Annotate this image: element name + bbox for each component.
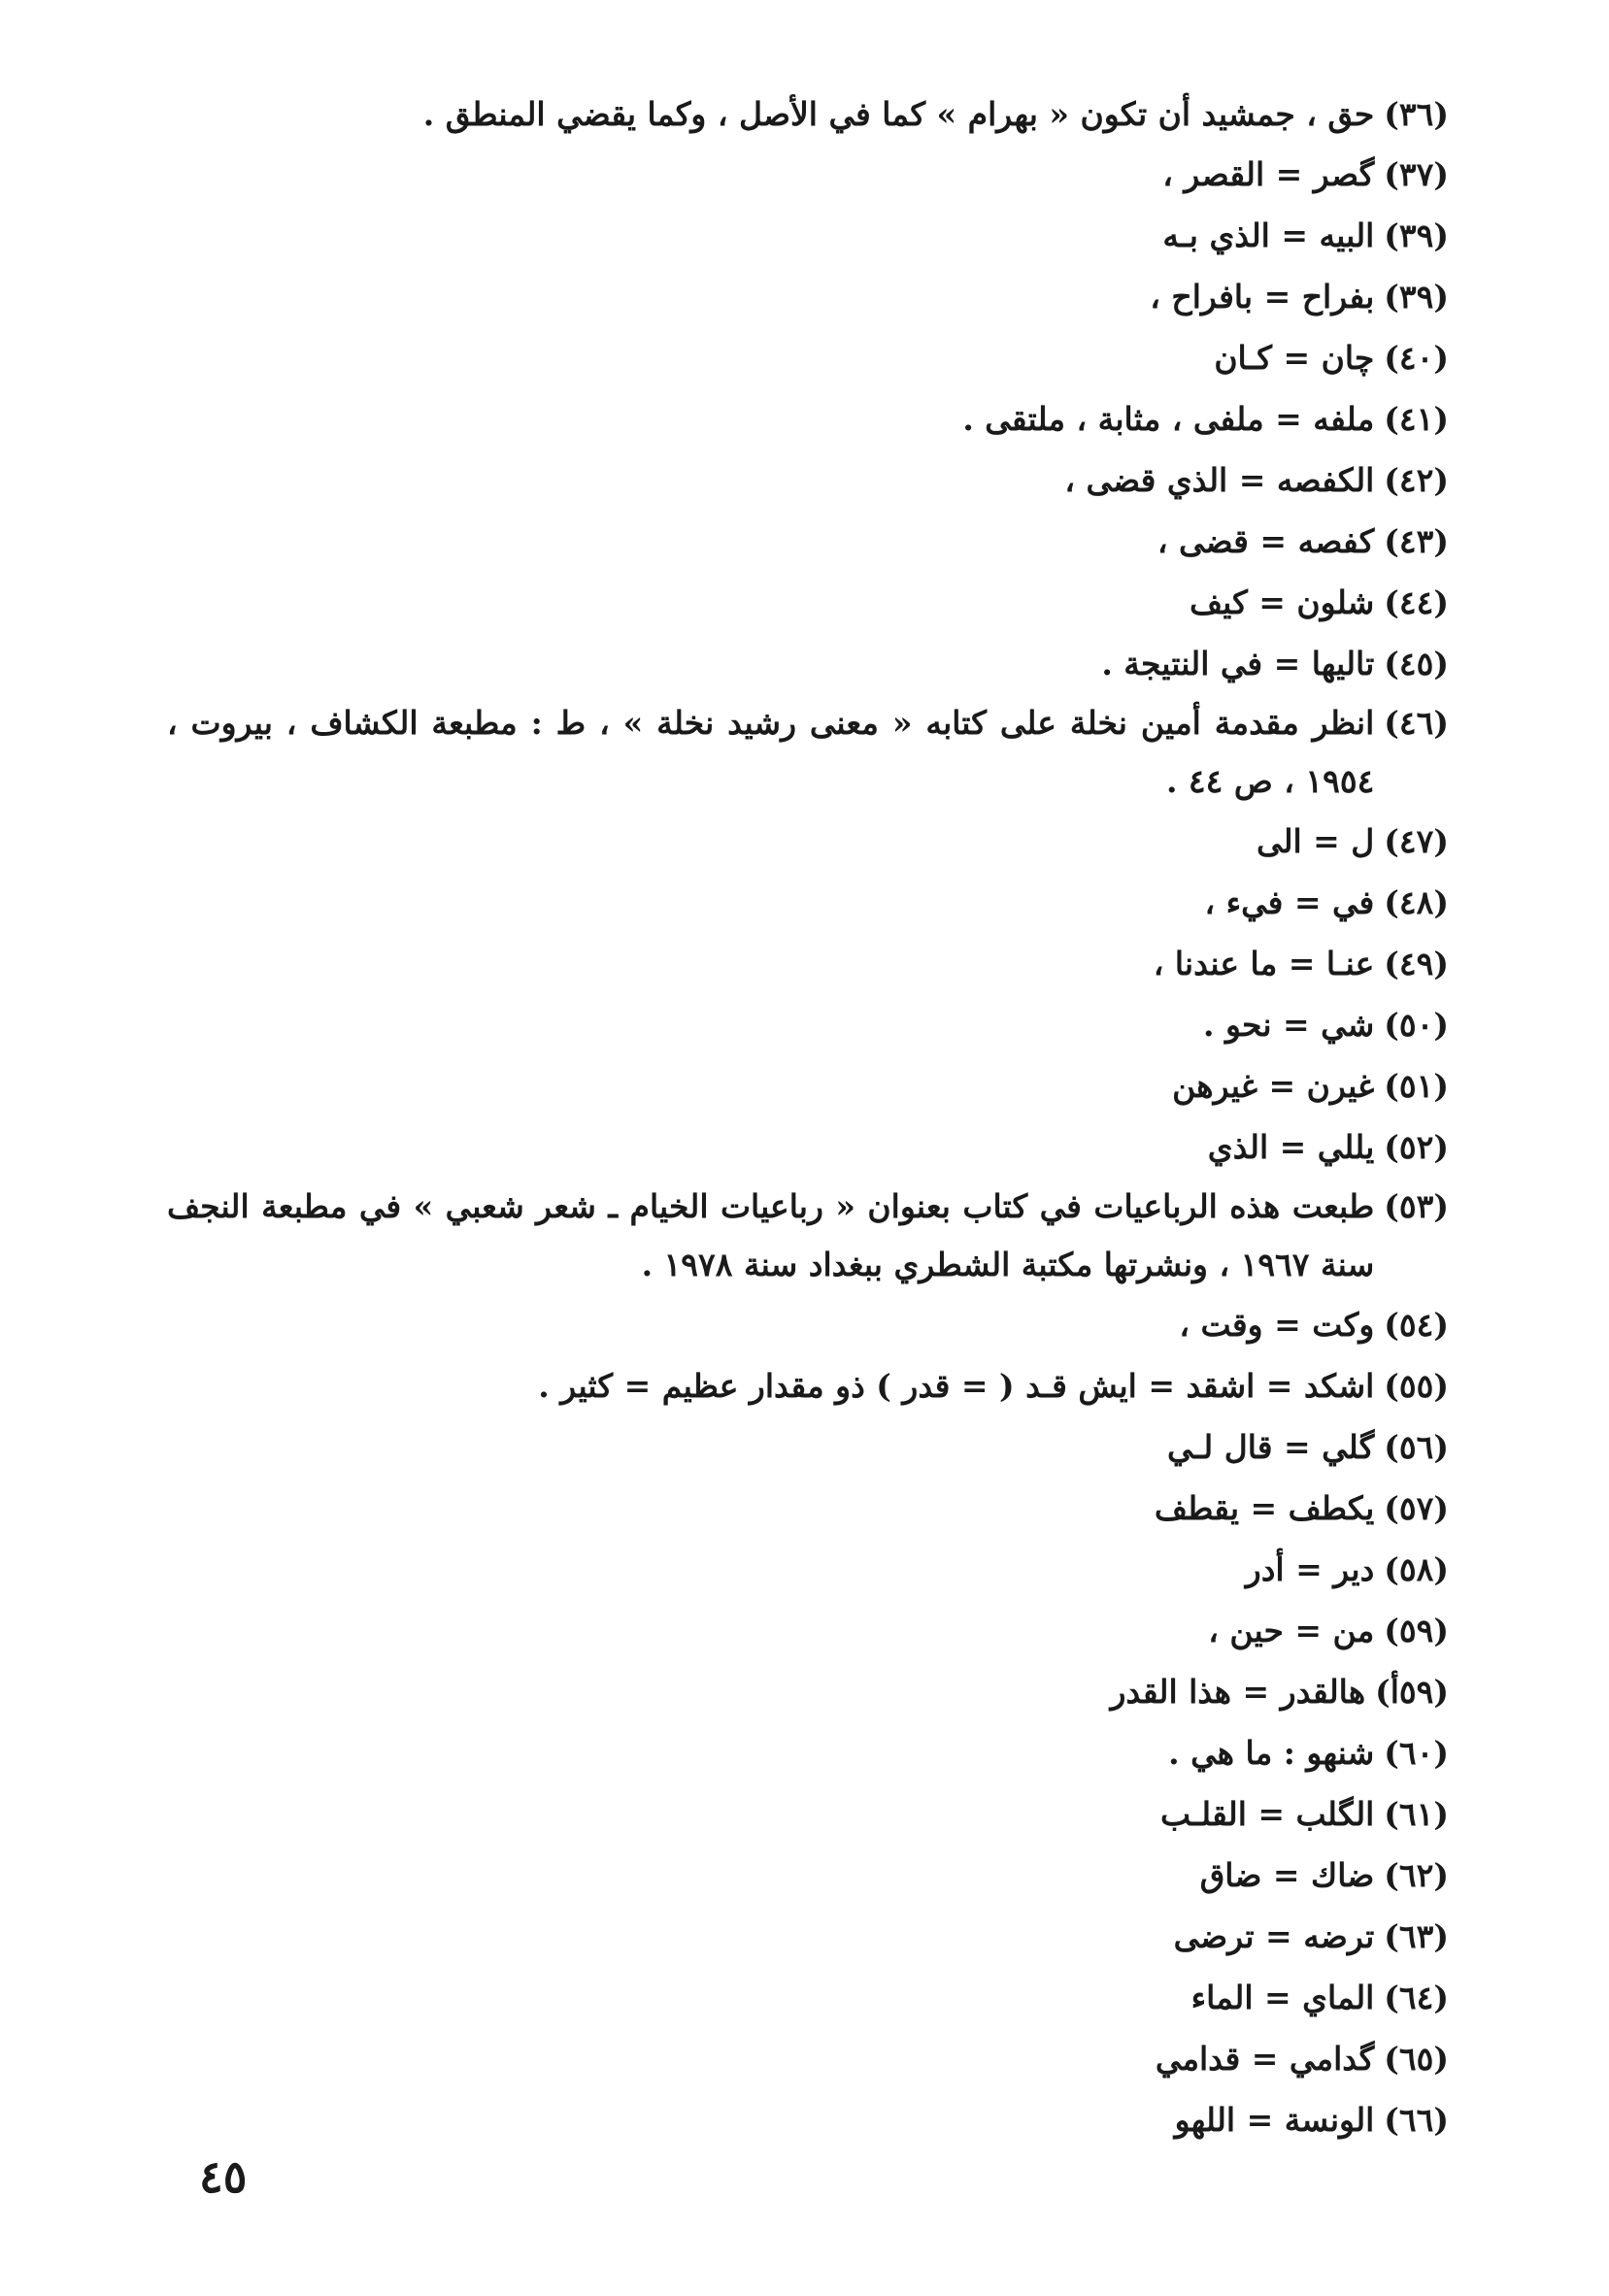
footnote-item [167,1783,1449,1845]
footnote-text: الونسة = اللهو [1174,2101,1375,2139]
footnote-number: (٥٢) [1384,1128,1449,1166]
footnote-text: كفصه = قضى ، [1156,522,1375,560]
footnote-text: شنهو : ما هي . [1168,1734,1375,1772]
footnote-text: بفراح = بافراح ، [1150,278,1375,316]
footnote-number: (٦١) [1384,1795,1449,1833]
footnote-number: (٤٨) [1384,883,1449,921]
footnote-text: چان = كـان [1214,339,1375,377]
footnote-text: گدامي = قدامي [1155,2040,1375,2078]
footnote-number: (٥١) [1384,1067,1449,1105]
footnote-text: الماي = الماء [1190,1979,1375,2016]
footnote-item [167,327,1449,388]
footnote-item [167,1116,1449,1178]
footnote-number: (٣٧) [1384,155,1449,193]
footnote-item [167,1845,1449,1906]
footnote-item [167,933,1449,994]
footnote-item [167,1661,1449,1722]
footnote-text: انظر مقدمة أمين نخلة على كتابه « معنى رشيد نخلة » ، ط : مطبعة الكشاف ، بيروت ، ١٩٥٤ ، ص ٤٤ . [167,704,1375,800]
footnote-text: حق ، جمشيد أن تكون « بهرام » كما في الأصل ، وكما يقضي المنطق . [422,95,1375,133]
footnote-number: (٤٣) [1384,522,1449,560]
footnote-text: في = فيء ، [1204,883,1375,921]
footnote-item [167,1722,1449,1783]
footnote-number: (٥٣) [1384,1187,1449,1225]
footnote-text: اشكد = اشقد = ايش قـد ( = قدر ) ذو مقدار عظيم = كثير . [538,1367,1375,1405]
page-number: ٤٥ [199,2150,248,2203]
footnote-number: (٥٦) [1384,1428,1449,1466]
footnote-number: (٣٩) [1384,216,1449,254]
footnotes-list [167,85,1449,2150]
footnote-item [167,1478,1449,1539]
footnote-text: شي = نحو . [1203,1006,1375,1044]
footnote-text: تاليها = في النتيجة . [1101,645,1375,682]
footnote-item [167,872,1449,933]
footnote-number: (٤٧) [1384,822,1449,860]
footnote-text: وكت = وقت ، [1179,1306,1375,1344]
footnote-item [167,388,1449,449]
footnote-item [167,1967,1449,2028]
footnote-number: (٥٨) [1384,1550,1449,1588]
footnote-number: (٣٩) [1384,278,1449,316]
footnote-item [167,633,1449,694]
footnote-text: الكفصه = الذي قضى ، [1064,461,1375,499]
footnote-item [167,994,1449,1055]
footnote-number: (٤٤) [1384,583,1449,621]
footnote-item [167,449,1449,511]
footnote-text: ضاك = ضاق [1199,1856,1375,1894]
footnote-text: يللي = الذي [1207,1128,1375,1166]
footnote-item [167,1416,1449,1478]
footnote-number: (٤٥) [1384,645,1449,682]
footnote-number: (٤١) [1384,400,1449,438]
footnote-number: (٦٠) [1384,1734,1449,1772]
footnote-item [167,1355,1449,1416]
footnote-item [167,205,1449,266]
footnote-item [167,572,1449,633]
footnote-number: (٦٢) [1384,1856,1449,1894]
footnote-item [167,266,1449,327]
footnote-number: (٥٤) [1384,1306,1449,1344]
footnote-number: (٥٩أ) [1375,1673,1449,1711]
footnote-text: هالقدر = هذا القدر [1110,1673,1366,1711]
footnote-number: (٤٦) [1384,704,1449,742]
footnote-text: شلون = كيف [1189,583,1375,621]
footnote-item [167,1906,1449,1967]
footnote-number: (٥٩) [1384,1612,1449,1649]
footnote-text: الگلب = القلـب [1159,1795,1375,1833]
footnote-item [167,1539,1449,1600]
footnote-number: (٦٥) [1384,2040,1449,2078]
footnote-item [167,144,1449,205]
footnote-item [167,811,1449,872]
footnote-number: (٦٤) [1384,1979,1449,2016]
footnote-text: من = حين ، [1208,1612,1375,1649]
footnote-text: البيه = الذي بـه [1162,216,1375,254]
footnote-item [167,1600,1449,1661]
footnote-number: (٥٥) [1384,1367,1449,1405]
footnote-text: يكطف = يقطف [1154,1489,1375,1527]
footnote-text: دير = أدر [1245,1550,1375,1588]
footnote-text: ترضه = ترضى [1173,1917,1375,1955]
footnote-text: غيرن = غيرهن [1172,1067,1375,1105]
footnote-number: (٣٦) [1384,95,1449,133]
footnote-item [167,85,1449,144]
footnote-number: (٤٢) [1384,461,1449,499]
footnote-item [167,511,1449,572]
footnote-item [167,2028,1449,2089]
footnote-item [167,694,1449,811]
footnote-text: ل = الى [1256,822,1375,860]
footnote-item [167,1294,1449,1355]
footnote-number: (٦٦) [1384,2101,1449,2139]
footnote-text: طبعت هذه الرباعيات في كتاب بعنوان « رباعيات الخيام ـ شعر شعبي » في مطبعة النجف سنة ١٩٦٧ ، ونشرتها مكتبة الشطري ببغداد سنة ١٩٧٨ . [167,1187,1375,1283]
footnote-item [167,1178,1449,1294]
footnote-text: ملفه = ملفى ، مثابة ، ملتقى . [962,400,1375,438]
footnote-number: (٤٠) [1384,339,1449,377]
footnote-number: (٥٠) [1384,1006,1449,1044]
footnote-number: (٦٣) [1384,1917,1449,1955]
footnote-text: گصر = القصر ، [1162,155,1375,193]
footnote-text: گلي = قال لـي [1167,1428,1375,1466]
footnote-item [167,2089,1449,2150]
footnote-number: (٤٩) [1384,945,1449,982]
footnote-item [167,1055,1449,1116]
footnote-text: عنـا = ما عندنا ، [1153,945,1375,982]
footnote-number: (٥٧) [1384,1489,1449,1527]
